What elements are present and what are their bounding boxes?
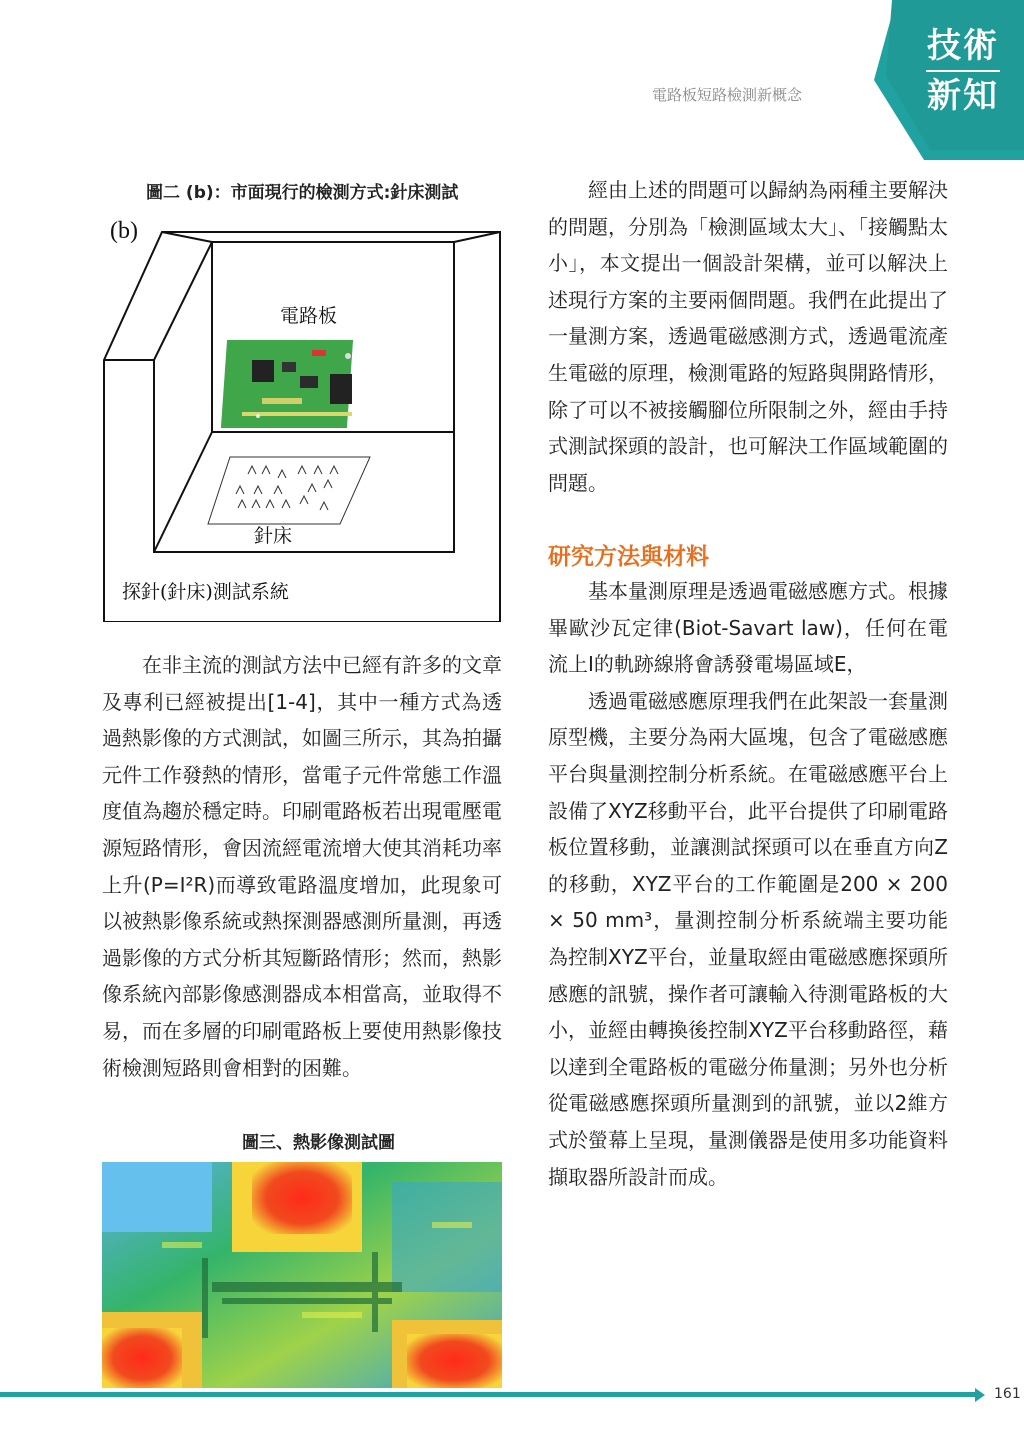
footer-arrow [975,1388,985,1402]
right-paragraph-2: 基本量測原理是透過電磁感應方式。根據畢歐沙瓦定律(Biot-Savart law)，任何在電流上I的軌跡線將會誘發電場區域E， [548,579,948,677]
panel-label: (b) [110,218,138,244]
section-heading: 研究方法與材料 [548,544,709,570]
page-number: 161 [994,1386,1021,1402]
right-column-bottom [548,573,948,1195]
corner-label-1: 技術 [927,26,999,66]
corner-label-2: 新知 [927,76,999,116]
corner-divider [926,70,1000,72]
running-title: 電路板短路檢測新概念 [652,86,803,104]
bed-label: 針床 [254,525,293,547]
left-column [102,647,502,1086]
figure3-caption: 圖三、熱影像測試圖 [242,1133,395,1153]
footer-rule [0,1392,980,1397]
board-label: 電路板 [280,305,338,327]
figure3-thermal-image [102,1162,502,1388]
figure2-bed-of-nails-diagram [102,212,502,622]
figure2-caption: 圖二 (b)：市面現行的檢測方式:針床測試 [146,183,459,203]
right-column-top [548,172,948,501]
system-label: 探針(針床)測試系統 [122,581,289,603]
right-paragraph-3: 透過電磁感應原理我們在此架設一套量測原型機，主要分為兩大區塊，包含了電磁感應平台與量測控制分析系統。在電磁感應平台上設備了XYZ移動平台，此平台提供了印刷電路板位置移動，並讓測試探頭可以在垂直方向Z的移動，XYZ平台的工作範圍是200 × 200 × 50 mm³，量測控制分析系統端主要功能為控制XYZ平台，並量取經由電磁感應探頭所感應的訊號，操作者可讓輸入待測電路板的大小，並經由轉換後控制XYZ平台移動路徑，藉以達到全電路板的電磁分佈量測；另外也分析從電磁感應探頭所量測到的訊號，並以2維方式於螢幕上呈現，量測儀器是使用多功能資料擷取器所設計而成。 [548,688,948,1189]
pcb-image [221,340,353,428]
left-paragraph-1: 在非主流的測試方法中已經有許多的文章及專利已經被提出[1-4]，其中一種方式為透過熱影像的方式測試，如圖三所示，其為拍攝元件工作發熱的情形，當電子元件常態工作溫度值為趨於穩定時。印刷電路板若出現電壓電源短路情形，會因流經電流增大使其消耗功率上升(P=I²R)而導致電路溫度增加，此現象可以被熱影像系統或熱探測器感測所量測，再透過影像的方式分析其短斷路情形；然而，熱影像系統內部影像感測器成本相當高，並取得不易，而在多層的印刷電路板上要使用熱影像技術檢測短路則會相對的困難。 [102,653,502,1080]
right-paragraph-1: 經由上述的問題可以歸納為兩種主要解決的問題，分別為「檢測區域太大」、「接觸點太小」，本文提出一個設計架構，並可以解決上述現行方案的主要兩個問題。我們在此提出了一量測方案，透過電磁感測方式，透過電流產生電磁的原理，檢測電路的短路與開路情形，除了可以不被接觸腳位所限制之外，經由手持式測試探頭的設計，也可解決工作區域範圍的問題。 [548,178,948,495]
